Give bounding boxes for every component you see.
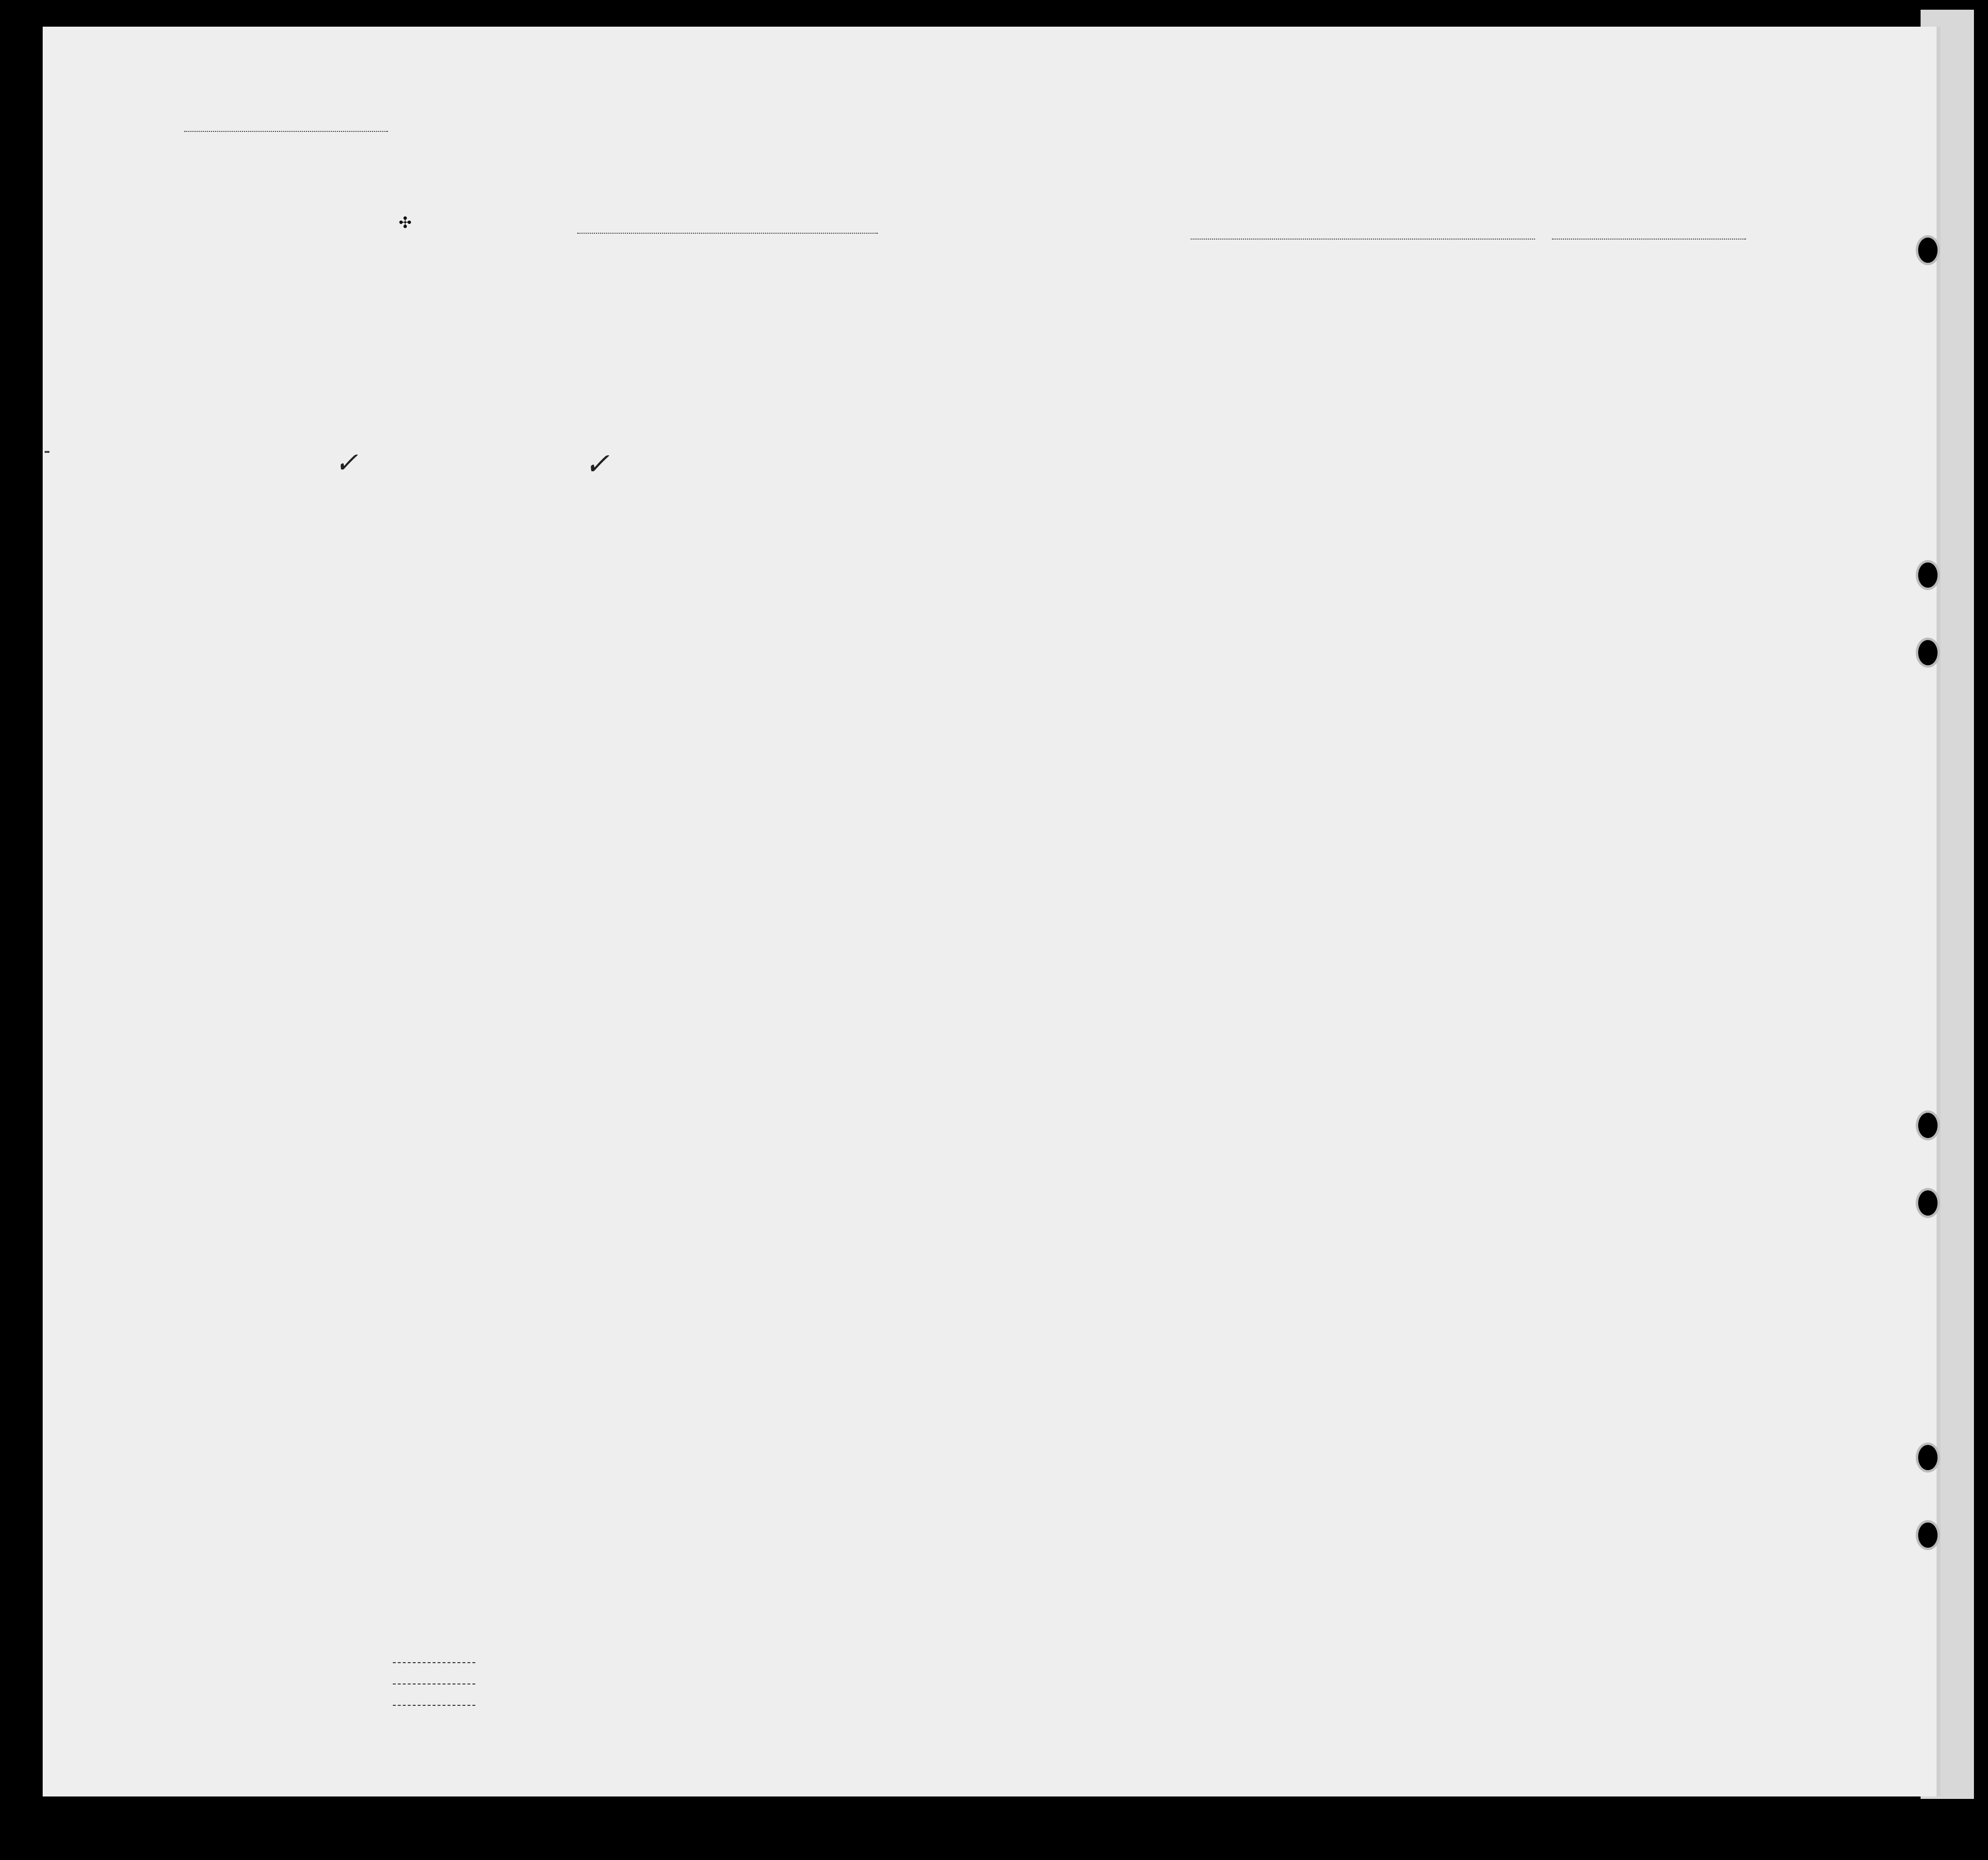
deported-stamp: [45, 451, 49, 453]
aliens-line: [393, 1705, 475, 1706]
binder-hole: [1916, 1188, 1940, 1218]
check-mark-1: ✓: [335, 446, 358, 479]
binder-hole: [1916, 560, 1940, 590]
mark: ✣: [399, 214, 412, 231]
total-line: [393, 1662, 475, 1663]
binder-hole: [1916, 638, 1940, 668]
check-mark-2: ✓: [584, 446, 610, 481]
binder-hole: [1916, 1520, 1940, 1550]
binder-hole: [1916, 235, 1940, 265]
binder-hole: [1916, 1110, 1940, 1140]
binder-hole: [1916, 1443, 1940, 1473]
